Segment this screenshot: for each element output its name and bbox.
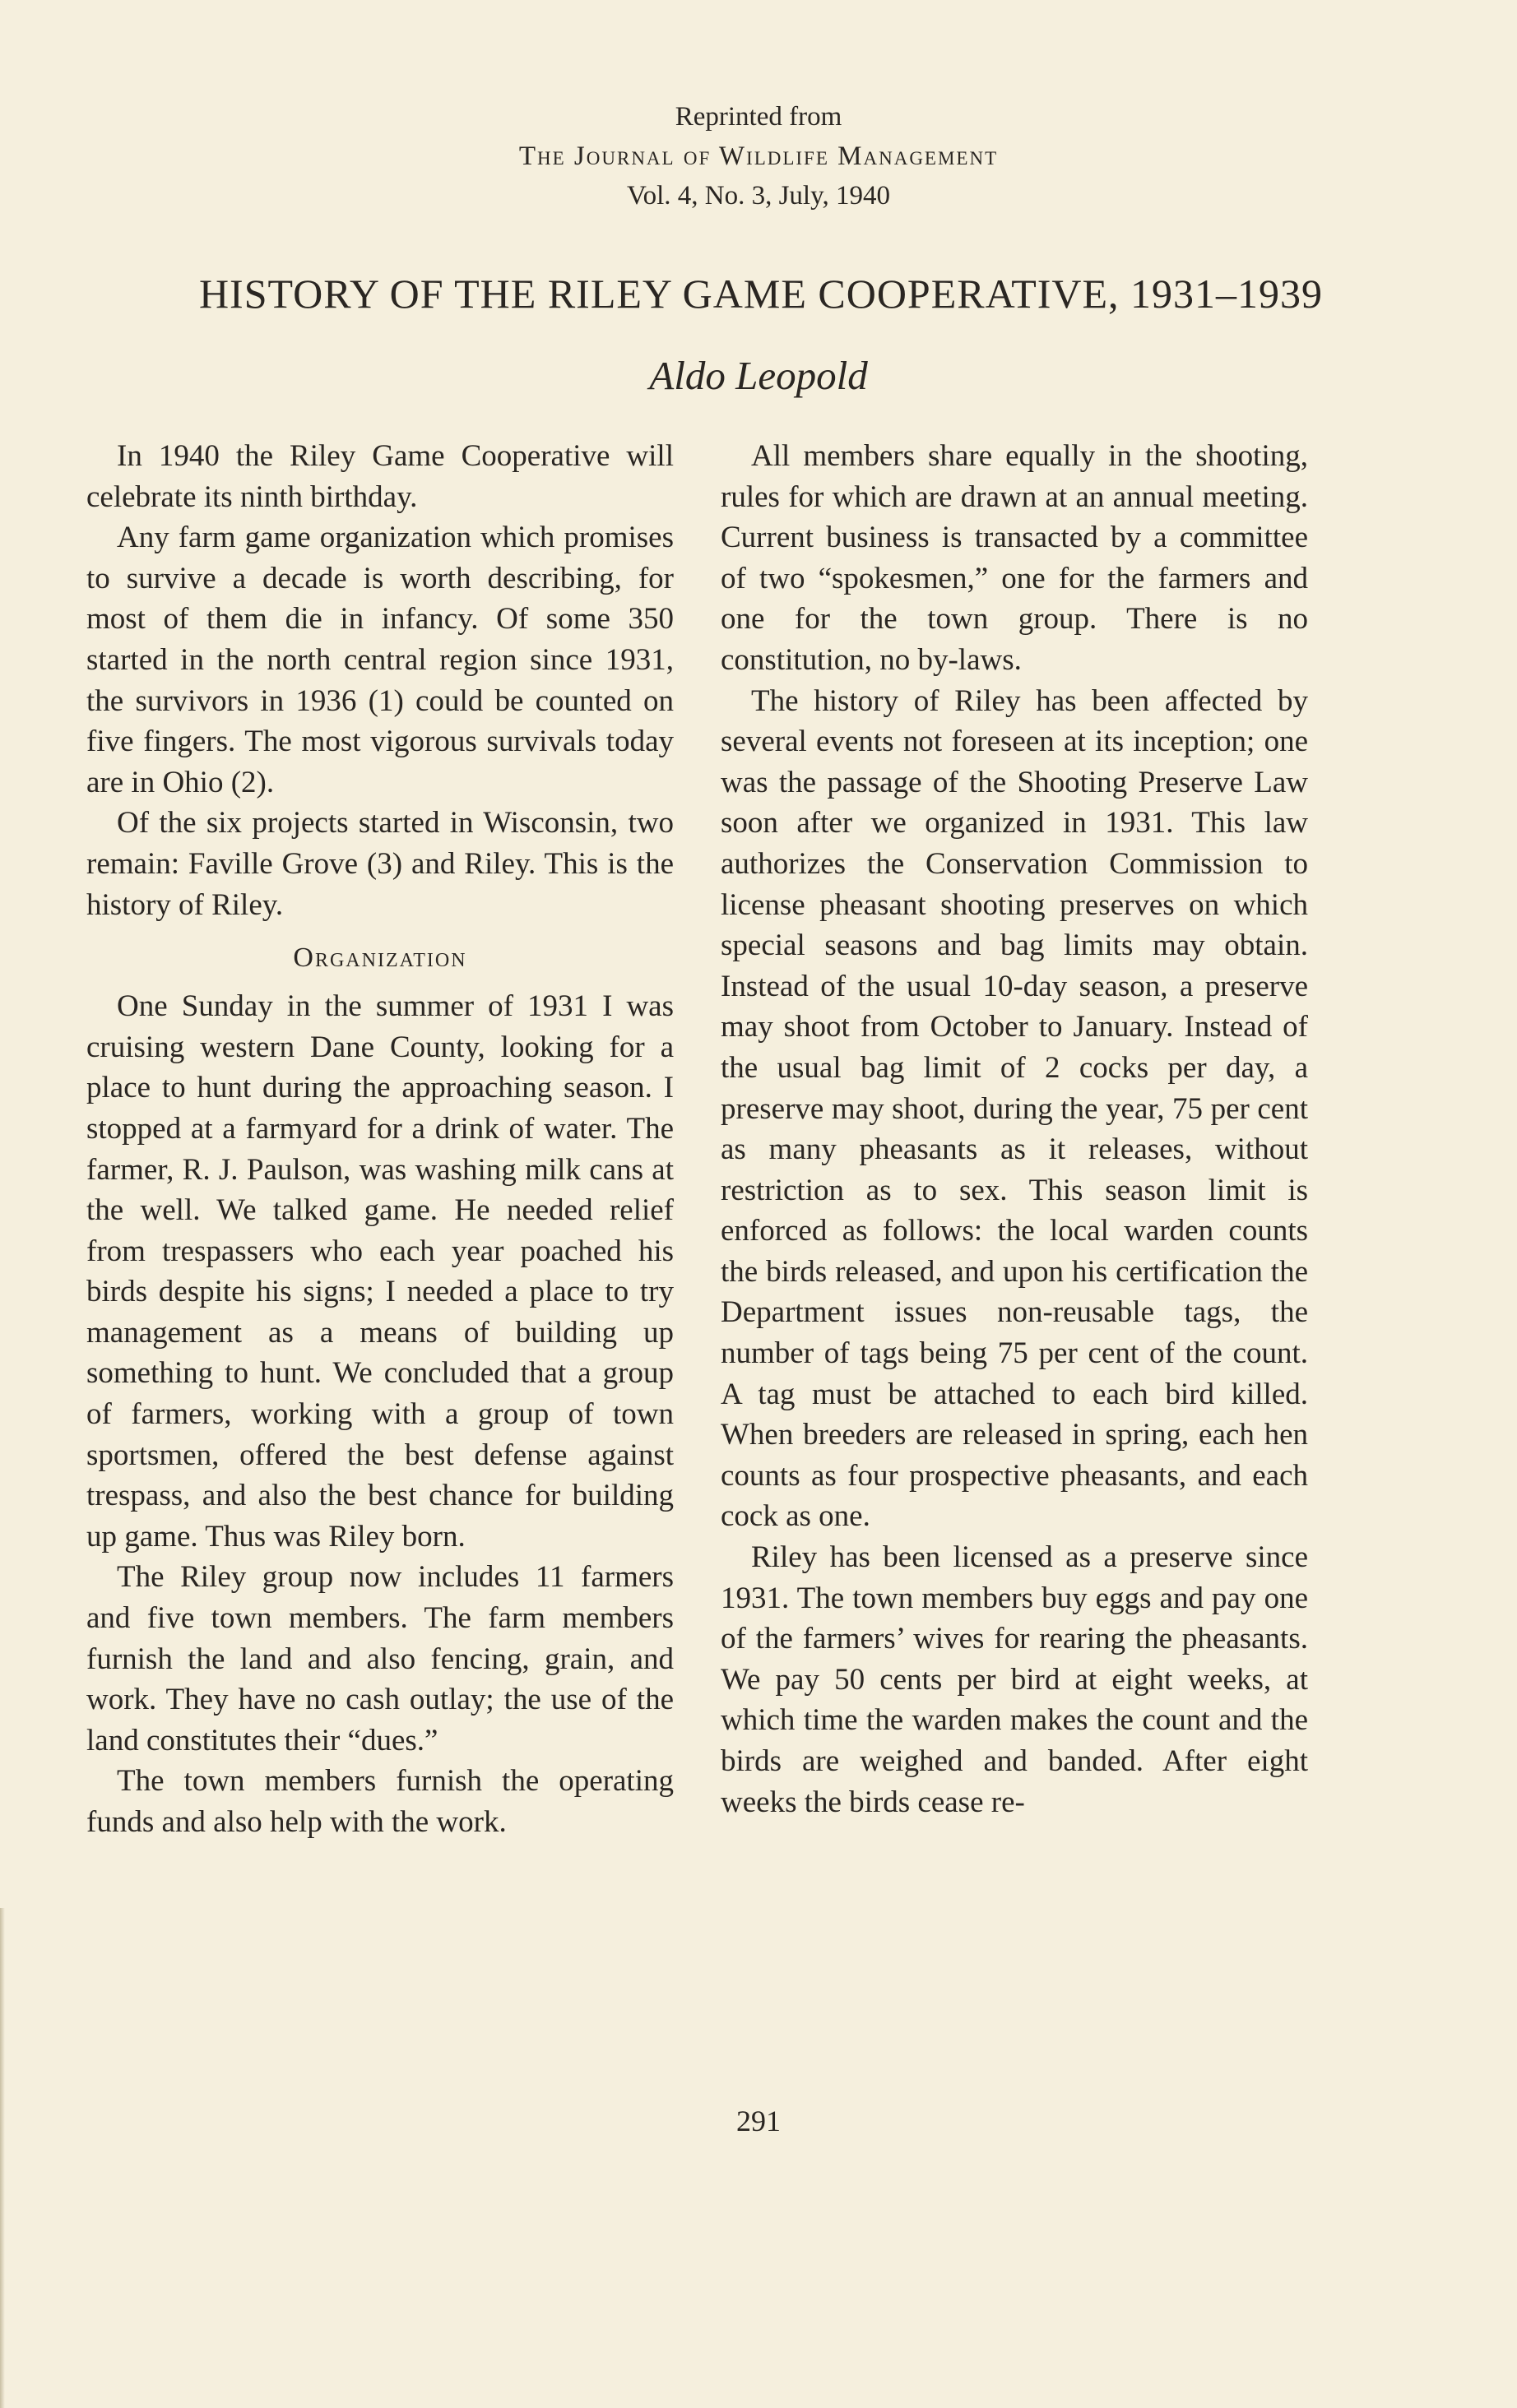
paragraph: Of the six projects started in Wisconsin, two remain: Faville Grove (3) and Riley. This is the history of Riley. [86,806,674,922]
section-heading: Organization [293,942,467,974]
paragraph: Any farm game organization which promises to survive a decade is worth describing, for most of them die in infancy. Of some 350 started in the north central region since 1931, the survivors in 1936 (1) could be counted on five fingers. The most vigorous survivals today are in Ohio (2). [86,521,674,799]
paragraph: The Riley group now includes 11 farmers and five town members. The farm members furnish the land and also fencing, grain, and work. They have no cash outlay; the use of the land constitutes their “dues.” [86,1560,674,1757]
paragraph: Riley has been licensed as a preserve since 1931. The town members buy eggs and pay one of the farmers’ wives for rearing the pheasants. We pay 50 cents per bird at eight weeks, at which time the warden makes the count and the birds are weighed and banded. After eight weeks the birds cease re- [721,1540,1308,1819]
right-column [721,436,1308,1822]
page-edge-shadow [0,1908,5,2408]
paragraph: One Sunday in the summer of 1931 I was cruising western Dane County, looking for a place to hunt during the approaching season. I stopped at a farmyard for a drink of water. The farmer, R. J. Paulson, was washing milk cans at the well. We talked game. He needed relief from trespassers who each year poached his birds despite his signs; I needed a place to try management as a means of building up something to hunt. We concluded that a group of farmers, working with a group of town sportsmen, offered the best defense against trespass, and also the best chance for building up game. Thus was Riley born. [86,989,674,1554]
article-author: Aldo Leopold [649,353,868,398]
reprint-line: Reprinted from [675,102,842,132]
journal-name: The Journal of Wildlife Management [518,141,999,171]
paragraph: In 1940 the Riley Game Cooperative will celebrate its ninth birthday. [86,439,674,514]
left-column [86,436,674,1843]
reprint-header [0,97,1517,215]
article-title: HISTORY OF THE RILEY GAME COOPERATIVE, 1931–1939 [198,271,1324,317]
paragraph: The history of Riley has been affected by several events not foreseen at its inception; one was the passage of the Shooting Preserve Law soon after we organized in 1931. This law authorizes the Conservation Commission to license pheasant shooting preserves on which special seasons and bag limits may obtain. Instead of the usual 10-day season, a preserve may shoot from October to January. Instead of the usual bag limit of 2 cocks per day, a preserve may shoot, during the year, 75 per cent as many pheasants as it releases, without restriction as to sex. This season limit is enforced as follows: the local warden counts the birds released, and upon his certification the Department issues non-reusable tags, the number of tags being 75 per cent of the count. A tag must be attached to each bird killed. When breeders are released in spring, each hen counts as four prospective pheasants, and each cock as one. [721,683,1308,1534]
paragraph: The town members furnish the operating funds and also help with the work. [86,1764,674,1839]
volume-line: Vol. 4, No. 3, July, 1940 [627,181,890,211]
paragraph: All members share equally in the shooting, rules for which are drawn at an annual meeting. Current business is transacted by a committee of two “spokesmen,” one for the farmers and one for the town group. There is no constitution, no by-laws. [721,439,1308,677]
page-number: 291 [736,2105,781,2137]
